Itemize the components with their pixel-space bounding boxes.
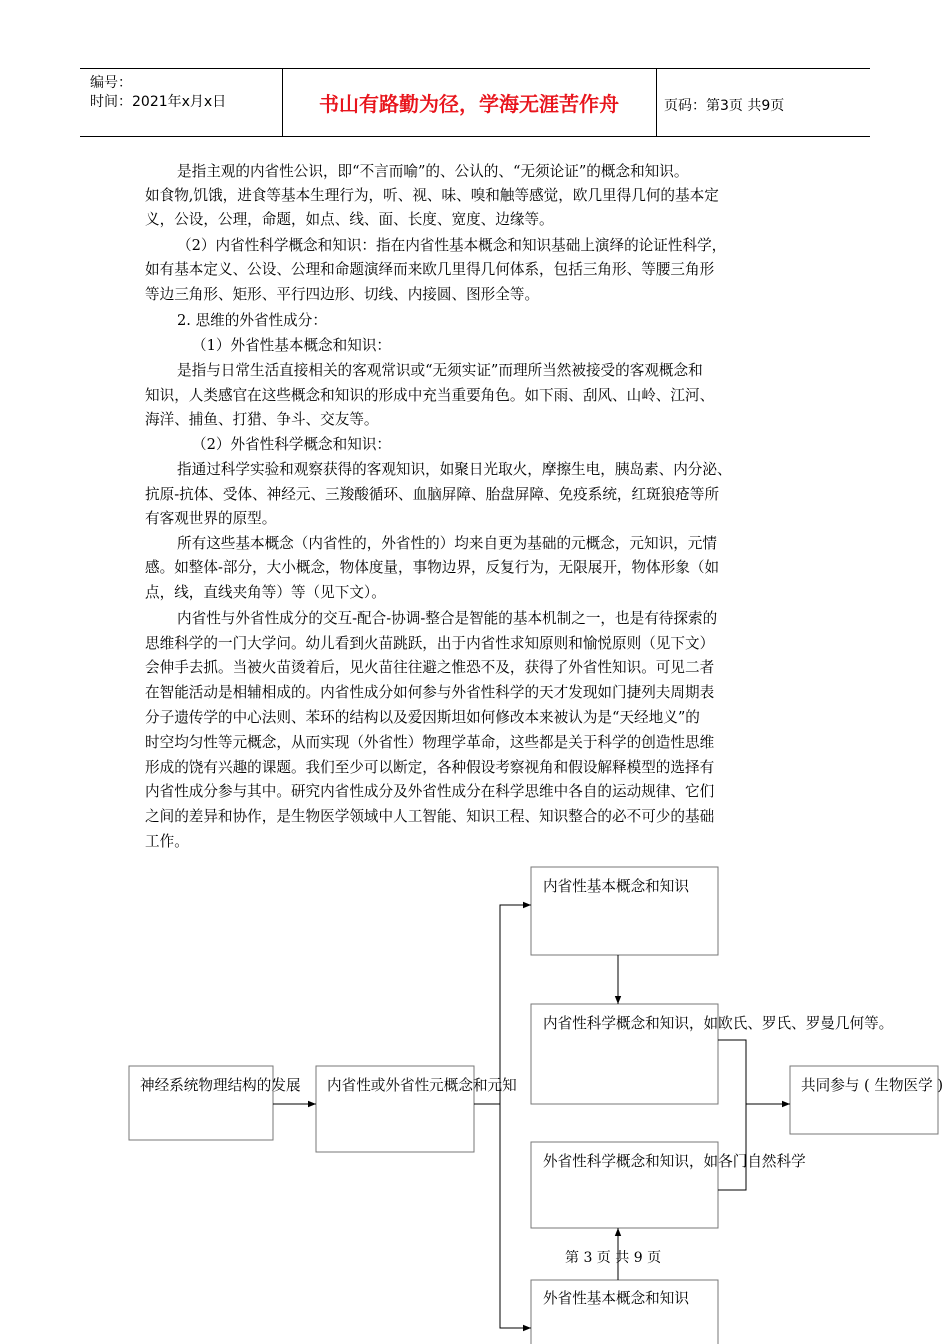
body-line: 有客观世界的原型。 <box>145 510 277 527</box>
body-line: 点，线，直线夹角等）等（见下文）。 <box>145 584 386 601</box>
body-line: 等边三角形、矩形、平行四边形、切线、内接圆、图形全等。 <box>145 286 540 303</box>
label-neural-structure: 神经系统物理结构的发展 <box>140 1077 301 1094</box>
body-line: 时空均匀性等元概念，从而实现（外省性）物理学革命，这些都是关于科学的创造性思维 <box>145 734 715 751</box>
header-top-rule <box>80 68 870 69</box>
body-line: 是指主观的内省性公识，即“不言而喻”的、公认的、“无须论证”的概念和知识。 <box>177 163 689 180</box>
body-line: 指通过科学实验和观察获得的客观知识，如聚日光取火，摩擦生电，胰岛素、内分泌、 <box>177 461 732 478</box>
body-line: 工作。 <box>145 833 189 850</box>
body-line: 如有基本定义、公设、公理和命题演绎而来欧几里得几何体系，包括三角形、等腰三角形 <box>145 261 715 278</box>
body-line: 形成的饶有兴趣的课题。我们至少可以断定，各种假设考察视角和假设解释模型的选择有 <box>145 759 715 776</box>
body-line: 会伸手去抓。当被火苗烫着后，见火苗往往避之惟恐不及，获得了外省性知识。可见二者 <box>145 659 715 676</box>
body-line: 内省性与外省性成分的交互-配合-协调-整合是智能的基本机制之一，也是有待探索的 <box>177 610 718 627</box>
doc-number-label: 编号： <box>90 75 132 91</box>
label-extro-basic: 外省性基本概念和知识 <box>543 1290 689 1307</box>
body-line: 2. 思维的外省性成分： <box>177 312 327 329</box>
label-meta-concepts: 内省性或外省性元概念和元知 <box>327 1077 517 1094</box>
doc-time-label: 时间：2021年x月x日 <box>90 94 227 110</box>
body-line: 海洋、捕鱼、打猎、争斗、交友等。 <box>145 411 379 428</box>
label-joint-participation: 共同参与 ( 生物医学 ) <box>801 1077 944 1094</box>
body-line: 知识，人类感官在这些概念和知识的形成中充当重要角色。如下雨、刮风、山岭、江河、 <box>145 387 715 404</box>
body-line: 之间的差异和协作，是生物医学领域中人工智能、知识工程、知识整合的必不可少的基础 <box>145 808 715 825</box>
connector-extro-science-out <box>718 1104 746 1190</box>
body-line: 分子遗传学的中心法则、苯环的结构以及爱因斯坦如何修改本来被认为是“天经地义”的 <box>145 709 700 726</box>
body-line: 如食物,饥饿，进食等基本生理行为，听、视、味、嗅和触等感觉，欧几里得几何的基本定 <box>145 187 719 204</box>
body-line: 是指与日常生活直接相关的客观常识或“无须实证”而理所当然被接受的客观概念和 <box>177 362 703 379</box>
body-line: （2）内省性科学概念和知识：指在内省性基本概念和知识基础上演绎的论证性科学， <box>177 237 727 254</box>
connector-intro-science-out <box>718 1040 746 1104</box>
label-extro-science: 外省性科学概念和知识，如各门自然科学 <box>543 1153 806 1170</box>
body-line: 义，公设，公理，命题，如点、线、面、长度、宽度、边缘等。 <box>145 211 554 228</box>
label-intro-basic: 内省性基本概念和知识 <box>543 878 689 895</box>
label-intro-science: 内省性科学概念和知识，如欧氏、罗氏、罗曼几何等。 <box>543 1015 894 1032</box>
body-line: 在智能活动是相辅相成的。内省性成分如何参与外省性科学的天才发现如门捷列夫周期表 <box>145 684 715 701</box>
page-footer: 第 3 页 共 9 页 <box>565 1250 662 1266</box>
body-line: 感。如整体-部分，大小概念，物体度量，事物边界，反复行为，无限展开，物体形象（如 <box>145 559 720 576</box>
body-line: 思维科学的一门大学问。幼儿看到火苗跳跃，出于内省性求知原则和愉悦原则（见下文） <box>145 635 715 652</box>
header-bottom-rule <box>80 136 870 137</box>
header-slogan: 书山有路勤为径，学海无涯苦作舟 <box>319 92 619 116</box>
body-line: （1）外省性基本概念和知识： <box>192 337 392 354</box>
body-line: 抗原-抗体、受体、神经元、三羧酸循环、血脑屏障、胎盘屏障、免疫系统，红斑狼疮等所 <box>145 486 720 503</box>
connector-trunk-lower <box>500 1104 531 1328</box>
body-line: （2）外省性科学概念和知识： <box>192 436 392 453</box>
header-divider-right <box>656 68 657 136</box>
body-line: 所有这些基本概念（内省性的，外省性的）均来自更为基础的元概念，元知识，元情 <box>177 535 717 552</box>
body-line: 内省性成分参与其中。研究内省性成分及外省性成分在科学思维中各自的运动规律、它们 <box>145 783 715 800</box>
page-info: 页码：第3页 共9页 <box>664 98 785 114</box>
